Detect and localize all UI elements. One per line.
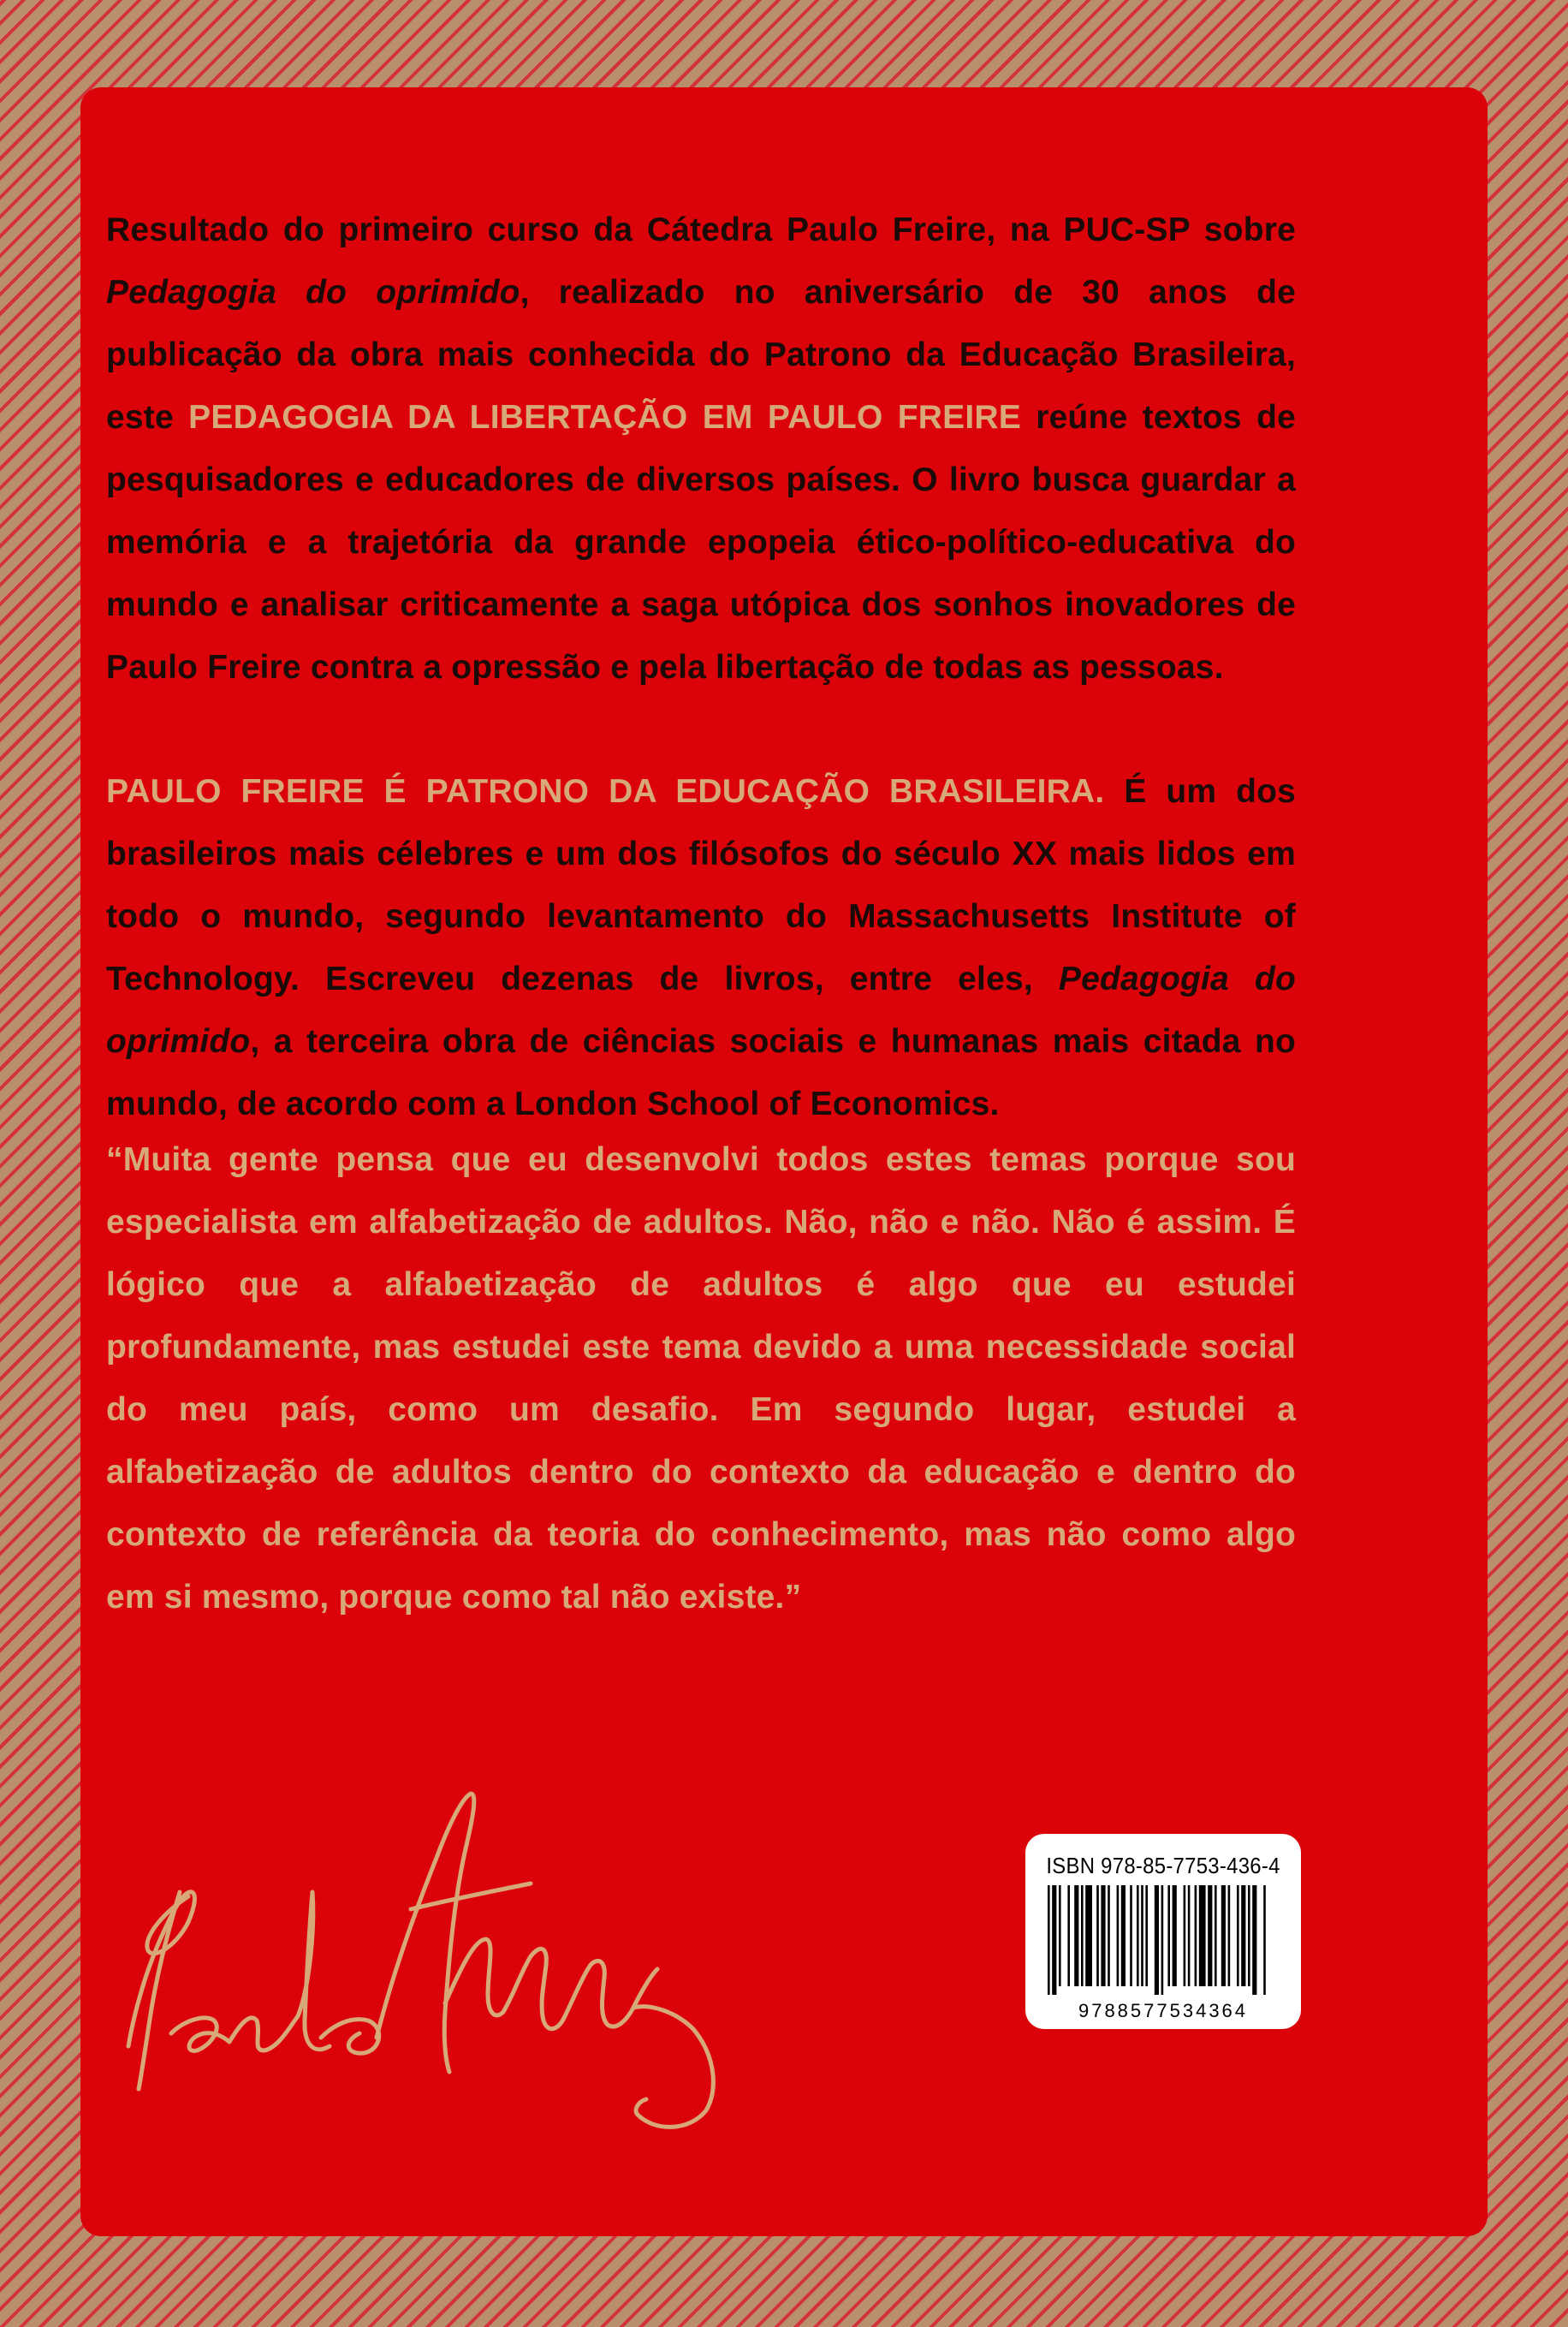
barcode-bar — [1188, 1885, 1191, 1986]
blurb-text-c: reúne textos de pesquisadores e educadores de diversos países. O livro busca guardar a memória e a trajetória da grande epopeia ético-político-educativa do mundo e analisar criticamente a saga utópica dos sonhos inovadores de Paulo Freire contra a opressão e pela libertação de todas as pessoas. — [106, 399, 1296, 686]
barcode-bar — [1137, 1885, 1139, 1986]
author-bio-book-title: Pedagogia do oprimido — [106, 961, 1296, 1060]
blurb-text-a: Resultado do primeiro curso da Cátedra Paulo Freire, na PUC-SP sobre — [106, 211, 1296, 248]
barcode-icon — [1046, 1885, 1280, 1995]
barcode-bar — [1155, 1885, 1159, 1995]
blurb-title-highlight: PEDAGOGIA DA LIBERTAÇÃO EM PAULO FREIRE — [188, 399, 1021, 436]
author-signature — [86, 1764, 907, 2209]
barcode-bar — [1215, 1885, 1217, 1986]
isbn-barcode-card — [1025, 1834, 1301, 2029]
barcode-bar — [1228, 1885, 1231, 1986]
barcode-bar — [1221, 1885, 1226, 1986]
barcode-bar — [1130, 1885, 1132, 1986]
barcode-bar — [1117, 1885, 1120, 1986]
barcode-bar — [1145, 1885, 1148, 1986]
barcode-bar — [1237, 1885, 1239, 1986]
barcode-bar — [1241, 1885, 1245, 1986]
blurb-text-b: , realizado no aniversário de 30 anos de publicação da obra mais conhecida do Patrono da Educação Brasileira, este — [106, 274, 1296, 436]
author-bio-highlight: PAULO FREIRE É PATRONO DA EDUCAÇÃO BRASILEIRA. — [106, 773, 1105, 810]
barcode-bar — [1108, 1885, 1110, 1986]
author-quote — [106, 1128, 1296, 1628]
author-bio-text-a: É um dos brasileiros mais célebres e um dos filósofos do século XX mais lidos em todo o mundo, segundo levantamento do Massachusetts Institute of Technology. Escreveu dezenas de livros, entre eles, — [106, 773, 1297, 997]
author-bio — [106, 760, 1296, 1135]
barcode-bar — [1085, 1885, 1092, 1986]
barcode-bar — [1052, 1885, 1056, 1995]
isbn-digits: 9788577534364 — [1078, 2000, 1249, 2021]
barcode-bar — [1184, 1885, 1186, 1986]
barcode-bar — [1121, 1885, 1126, 1986]
isbn-label: ISBN 978-85-7753-436-4 — [1046, 1853, 1280, 1878]
barcode-bar — [1074, 1885, 1078, 1986]
barcode-bar — [1081, 1885, 1084, 1986]
barcode-bar — [1208, 1885, 1212, 1986]
barcode-bar — [1167, 1885, 1170, 1986]
book-blurb — [106, 199, 1296, 699]
barcode-bar — [1252, 1885, 1256, 1995]
barcode-bar — [1161, 1885, 1164, 1995]
barcode-bar — [1195, 1885, 1197, 1986]
barcode-bar — [1096, 1885, 1099, 1986]
barcode-bar — [1173, 1885, 1177, 1986]
barcode-bar — [1067, 1885, 1070, 1986]
barcode-bar — [1263, 1885, 1266, 1995]
author-quote-text: “Muita gente pensa que eu desenvolvi todos estes temas porque sou especialista em alfabetização de adultos. Não, não e não. Não é assim. É lógico que a alfabetização de adultos é algo que eu estudei profundamente, mas estudei este tema devido a uma necessidade social do meu país, como um desafio. Em segundo lugar, estudei a alfabetização de adultos dentro do contexto da educação e dentro do contexto de referência da teoria do conhecimento, mas não como algo em si mesmo, porque como tal não existe.” — [106, 1141, 1296, 1616]
barcode-bar — [1248, 1885, 1250, 1986]
barcode-bar — [1059, 1885, 1061, 1986]
barcode-bar — [1199, 1885, 1206, 1986]
barcode-bar — [1101, 1885, 1105, 1986]
barcode-bar — [1048, 1885, 1050, 1995]
barcode-bar — [1141, 1885, 1143, 1986]
author-bio-text-b: , a terceira obra de ciências sociais e humanas mais citada no mundo, de acordo com a London School of Economics. — [106, 1023, 1296, 1122]
blurb-book-title: Pedagogia do oprimido — [106, 274, 520, 311]
